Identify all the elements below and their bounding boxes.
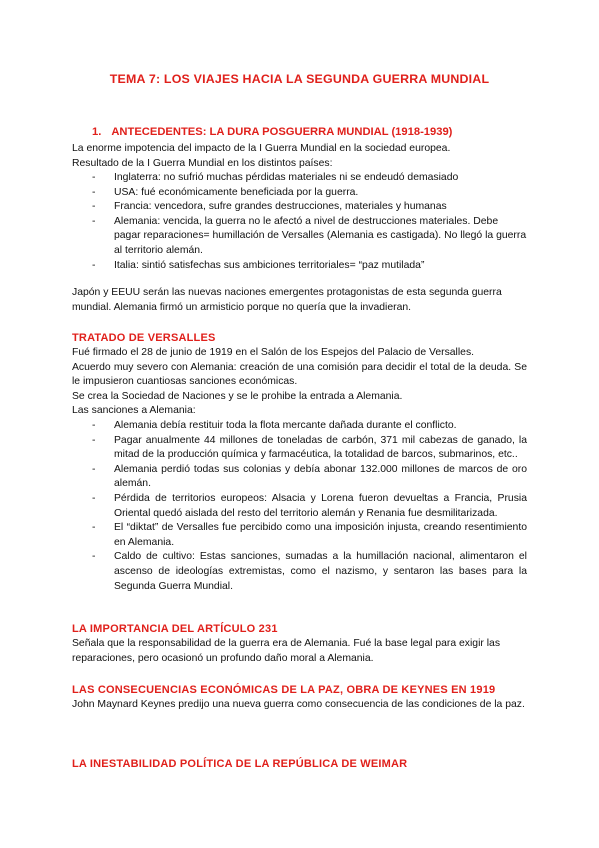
intro-line-1: La enorme impotencia del impacto de la I Guerra Mundial en la sociedad europea. <box>72 143 451 154</box>
section-1-intro <box>72 142 527 171</box>
section-1-heading <box>92 125 452 140</box>
versalles-paragraph <box>72 346 527 419</box>
versalles-line-2: Acuerdo muy severo con Alemania: creación de una comisión para decidir el total de la deuda. Se le impusieron cuantiosas sanciones económicas. <box>72 361 527 388</box>
keynes-text: John Maynard Keynes predijo una nueva guerra como consecuencia de las condiciones de la paz. <box>72 699 525 710</box>
list-item: - USA: fué económicamente beneficiada por la guerra. <box>92 186 527 201</box>
list-item: - El “diktat” de Versalles fue percibido como una imposición injusta, creando resentimiento en Alemania. <box>92 521 527 550</box>
list-item: - Pérdida de territorios europeos: Alsacia y Lorena fueron devueltas a Francia, Prusia Oriental quedó aislada del resto del territorio alemán y Renania fue desmilitarizada. <box>92 492 527 521</box>
list-item: - Italia: sintió satisfechas sus ambiciones territoriales= “paz mutilada” <box>92 259 527 274</box>
weimar-heading: LA INESTABILIDAD POLÍTICA DE LA REPÚBLICA DE WEIMAR <box>72 758 408 770</box>
section-1-number: 1. <box>92 126 102 138</box>
section-1-closing: Japón y EEUU serán las nuevas naciones emergentes protagonistas de esta segunda guerra mundial. Alemania firmó un armisticio porque no quería que la invadieran. <box>72 287 502 313</box>
sanctions-list <box>92 419 527 594</box>
versalles-heading: TRATADO DE VERSALLES <box>72 332 216 344</box>
list-item: - Alemania debía restituir toda la flota mercante dañada durante el conflicto. <box>92 419 527 434</box>
articulo-heading: LA IMPORTANCIA DEL ARTÍCULO 231 <box>72 623 278 635</box>
list-item: - Francia: vencedora, sufre grandes destrucciones, materiales y humanas <box>92 200 527 215</box>
keynes-heading: LAS CONSECUENCIAS ECONÓMICAS DE LA PAZ, OBRA DE KEYNES EN 1919 <box>72 684 496 696</box>
list-item: - Pagar anualmente 44 millones de toneladas de carbón, 371 mil cabezas de ganado, la mitad de la producción química y farmacéutica, la totalidad de barcos, submarinos, etc.. <box>92 434 527 463</box>
versalles-line-4: Las sanciones a Alemania: <box>72 405 196 417</box>
document-title: TEMA 7: LOS VIAJES HACIA LA SEGUNDA GUERRA MUNDIAL <box>109 72 490 86</box>
countries-list <box>92 171 527 273</box>
intro-line-2: Resultado de la I Guerra Mundial en los distintos países: <box>72 157 333 169</box>
versalles-line-3: Se crea la Sociedad de Naciones y se le prohibe la entrada a Alemania. <box>72 390 403 402</box>
section-1-heading-text: ANTECEDENTES: LA DURA POSGUERRA MUNDIAL (1918-1939) <box>111 126 453 138</box>
list-item: - Alemania perdió todas sus colonias y debía abonar 132.000 millones de marcos de oro alemán. <box>92 463 527 492</box>
list-item: - Alemania: vencida, la guerra no le afectó a nivel de destrucciones materiales. Debe pagar reparaciones= humillación de Versalles (Alemania es castigada). No llegó la guerra al territorio alemán. <box>92 215 527 259</box>
versalles-line-1: Fué firmado el 28 de junio de 1919 en el Salón de los Espejos del Palacio de Versalles. <box>72 347 475 358</box>
articulo-text: Señala que la responsabilidad de la guerra era de Alemania. Fué la base legal para exigir las reparaciones, pero ocasionó un profundo daño moral a Alemania. <box>72 638 501 664</box>
list-item: - Inglaterra: no sufrió muchas pérdidas materiales ni se endeudó demasiado <box>92 171 527 186</box>
list-item: - Caldo de cultivo: Estas sanciones, sumadas a la humillación nacional, alimentaron el ascenso de ideologías extremistas, como el nazismo, y sentaron las bases para la Segunda Guerra Mundial. <box>92 550 527 594</box>
